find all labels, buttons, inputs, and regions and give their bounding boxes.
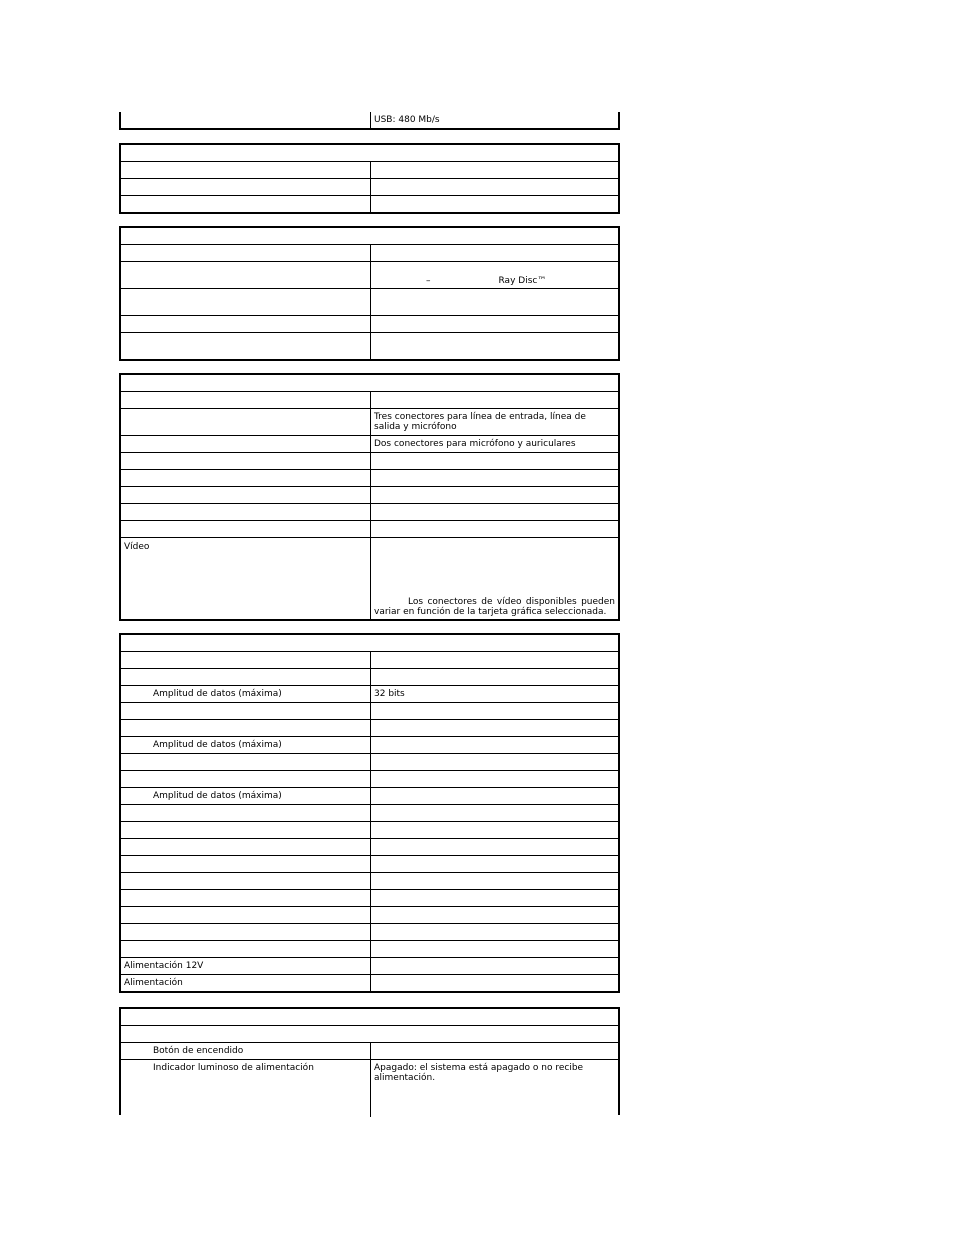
table-row — [121, 504, 618, 521]
table-row — [121, 652, 618, 669]
power-light-off-value: Apagado: el sistema está apagado o no recibe alimentación. — [374, 1063, 584, 1083]
video-label: Vídeo — [121, 538, 371, 619]
table-header-row — [121, 228, 618, 245]
table-header-row — [121, 375, 618, 392]
table-header-row — [121, 1009, 618, 1026]
table-row — [121, 453, 618, 470]
table-row — [121, 873, 618, 890]
table-row — [121, 686, 618, 703]
table-row — [121, 822, 618, 839]
table-row — [121, 196, 618, 212]
table-row — [121, 703, 618, 720]
row-label-empty — [121, 112, 371, 128]
table-row — [121, 839, 618, 856]
table-row — [121, 907, 618, 924]
blu-ray-cell — [371, 262, 618, 288]
table-row — [121, 333, 618, 359]
connectors-table — [119, 373, 620, 621]
data-width-label-1: Amplitud de datos (máxima) — [121, 686, 371, 702]
table-row — [121, 262, 618, 289]
table-row — [121, 975, 618, 991]
table-row — [121, 289, 618, 316]
table-row — [121, 1060, 618, 1117]
table-row — [121, 1043, 618, 1060]
board-table — [119, 633, 620, 993]
table-row — [121, 436, 618, 453]
table-row — [121, 737, 618, 754]
table-row — [121, 538, 618, 619]
video-note-cell — [371, 538, 618, 619]
video-note: Los conectores de vídeo disponibles pueden variar en función de la tarjeta gráfica seleccionada. — [374, 597, 615, 617]
usb-speed-value: USB: 480 Mb/s — [374, 115, 440, 125]
table-row — [121, 392, 618, 409]
table-row — [121, 958, 618, 975]
table-row — [121, 669, 618, 686]
table-row — [121, 112, 618, 128]
table-row — [121, 805, 618, 822]
table-row — [121, 487, 618, 504]
table-row — [121, 890, 618, 907]
table-row — [121, 924, 618, 941]
drives-table — [119, 226, 620, 361]
audio-rear-value: Tres conectores para línea de entrada, línea de salida y micrófono — [374, 412, 586, 432]
power-button-label: Botón de encendido — [121, 1043, 371, 1059]
table-row — [121, 856, 618, 873]
blu-ray-dash: – — [426, 276, 431, 286]
table-header-row — [121, 635, 618, 652]
table-row — [121, 521, 618, 538]
table-row — [121, 754, 618, 771]
table-row — [121, 409, 618, 436]
table-row — [121, 720, 618, 737]
table-row — [121, 316, 618, 333]
table-row — [121, 941, 618, 958]
power-12v-label: Alimentación 12V — [121, 958, 371, 974]
power-light-label: Indicador luminoso de alimentación — [121, 1060, 371, 1117]
table-row — [121, 470, 618, 487]
data-width-value-1: 32 bits — [374, 689, 405, 699]
table-header-row — [121, 145, 618, 162]
table-row — [121, 179, 618, 196]
usb-table — [119, 112, 620, 130]
table-row — [121, 788, 618, 805]
table-row — [121, 771, 618, 788]
table-row — [121, 162, 618, 179]
data-width-label-2: Amplitud de datos (máxima) — [121, 737, 371, 753]
audio-front-value: Dos conectores para micrófono y auriculares — [374, 439, 576, 449]
table-row — [121, 245, 618, 262]
power-label: Alimentación — [121, 975, 371, 991]
spec-table-2 — [119, 143, 620, 214]
table-subheader-row — [121, 1026, 618, 1043]
controls-table — [119, 1007, 620, 1115]
blu-ray-text: Ray Disc™ — [498, 276, 547, 286]
data-width-label-3: Amplitud de datos (máxima) — [121, 788, 371, 804]
